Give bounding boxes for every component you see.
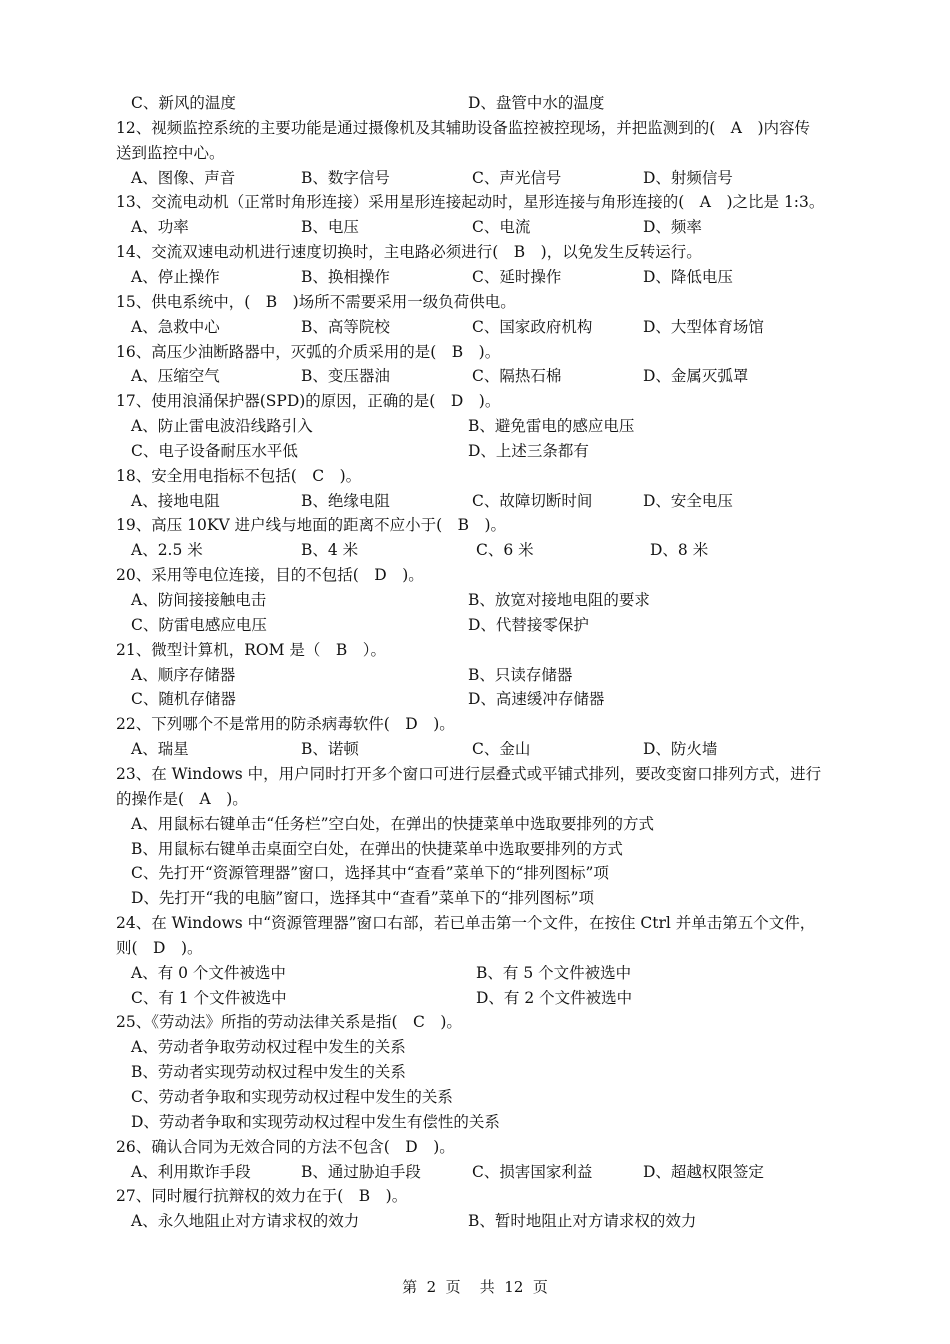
question-line: 19、高压 10KV 进户线与地面的距离不应小于( B )。: [116, 516, 507, 535]
question-line: 26、确认合同为无效合同的方法不包含( D )。: [116, 1137, 455, 1156]
question-line: 送到监控中心。: [116, 143, 225, 162]
option-item: A、防间接接触电击: [131, 591, 267, 609]
option-item: D、代替接零保护: [468, 615, 589, 634]
option-item: D、安全电压: [643, 491, 733, 510]
option-item: A、利用欺诈手段: [131, 1162, 251, 1181]
option-item: D、上述三条都有: [468, 441, 589, 460]
question-line: 12、视频监控系统的主要功能是通过摄像机及其辅助设备监控被控现场，并把监测到的( A )内容传: [116, 118, 811, 137]
option-item: B、绝缘电阻: [301, 491, 390, 510]
option-item: C、延时操作: [472, 267, 562, 286]
option-line: D、劳动者争取和实现劳动权过程中发生有偿性的关系: [131, 1112, 500, 1131]
option-line: A、劳动者争取劳动权过程中发生的关系: [131, 1038, 406, 1057]
option-item: C、损害国家利益: [472, 1162, 593, 1181]
option-item: D、降低电压: [643, 267, 733, 286]
option-item: C、电子设备耐压水平低: [131, 441, 298, 460]
option-item: B、避免雷电的感应电压: [468, 417, 635, 436]
option-item: A、功率: [131, 218, 189, 237]
option-item: D、金属灭弧罩: [643, 367, 749, 386]
question-line: 17、使用浪涌保护器(SPD)的原因，正确的是( D )。: [116, 392, 501, 411]
option-item: C、有 1 个文件被选中: [131, 988, 287, 1007]
question-line: 13、交流电动机（正常时角形连接）采用星形连接起动时，星形连接与角形连接的( A )之比是 1:3。: [116, 193, 825, 212]
question-line: 18、安全用电指标不包括( C )。: [116, 466, 362, 485]
option-item: B、放宽对接地电阻的要求: [468, 591, 650, 609]
option-item: B、只读存储器: [468, 665, 573, 684]
question-line: 23、在 Windows 中，用户同时打开多个窗口可进行层叠式或平铺式排列，要改变窗口排列方式，进行: [116, 764, 822, 783]
question-line: 则( D )。: [116, 938, 203, 957]
question-line: 25、《劳动法》所指的劳动法律关系是指( C )。: [116, 1013, 462, 1032]
option-item: A、压缩空气: [131, 367, 220, 386]
option-line: A、用鼠标右键单击“任务栏”空白处，在弹出的快捷菜单中选取要排列的方式: [131, 814, 655, 833]
option-item: A、2.5 米: [131, 541, 203, 560]
option-item: A、永久地阻止对方请求权的效力: [131, 1212, 360, 1231]
option-item: B、换相操作: [301, 267, 390, 286]
question-line: 27、同时履行抗辩权的效力在于( B )。: [116, 1187, 408, 1206]
option-item: B、暂时地阻止对方请求权的效力: [468, 1212, 697, 1231]
option-item: B、数字信号: [301, 168, 390, 187]
option-item: D、有 2 个文件被选中: [476, 988, 633, 1007]
option-item: D、8 米: [650, 541, 709, 560]
option-item: B、通过胁迫手段: [301, 1162, 421, 1181]
question-line: 21、微型计算机，ROM 是（ B ）。: [116, 640, 387, 659]
option-item: B、变压器油: [301, 367, 390, 386]
option-line: C、先打开“资源管理器”窗口，选择其中“查看”菜单下的“排列图标”项: [131, 864, 609, 883]
option-item: C、新风的温度: [131, 94, 236, 112]
option-item: C、防雷电感应电压: [131, 615, 267, 634]
question-line: 的操作是( A )。: [116, 789, 248, 808]
question-line: 24、在 Windows 中“资源管理器”窗口右部，若已单击第一个文件，在按住 Ctrl 并单击第五个文件，: [116, 914, 816, 933]
question-line: 14、交流双速电动机进行速度切换时，主电路必须进行( B )，以免发生反转运行。: [116, 243, 702, 262]
option-item: D、大型体育场馆: [643, 317, 764, 336]
option-line: D、先打开“我的电脑”窗口，选择其中“查看”菜单下的“排列图标”项: [131, 889, 594, 908]
option-line: B、用鼠标右键单击桌面空白处，在弹出的快捷菜单中选取要排列的方式: [131, 839, 623, 858]
option-item: C、随机存储器: [131, 690, 236, 709]
option-item: B、诺顿: [301, 740, 359, 759]
option-item: B、有 5 个文件被选中: [476, 963, 632, 982]
option-item: D、频率: [643, 218, 702, 237]
option-item: C、隔热石棉: [472, 367, 562, 386]
option-item: D、射频信号: [643, 168, 733, 187]
option-item: A、防止雷电波沿线路引入: [131, 417, 313, 436]
option-line: B、劳动者实现劳动权过程中发生的关系: [131, 1063, 406, 1082]
option-item: A、停止操作: [131, 267, 220, 286]
question-line: 16、高压少油断路器中，灭弧的介质采用的是( B )。: [116, 342, 501, 361]
option-item: B、高等院校: [301, 317, 390, 336]
option-item: D、高速缓冲存储器: [468, 690, 605, 709]
option-item: C、电流: [472, 218, 531, 237]
option-item: C、6 米: [476, 541, 534, 560]
option-item: C、故障切断时间: [472, 491, 593, 510]
option-item: C、声光信号: [472, 168, 562, 187]
option-item: D、防火墙: [643, 740, 718, 759]
option-item: A、瑞星: [131, 740, 189, 759]
question-line: 15、供电系统中，( B )场所不需要采用一级负荷供电。: [116, 292, 516, 311]
option-item: D、盘管中水的温度: [468, 94, 605, 112]
option-item: B、4 米: [301, 541, 359, 560]
page-footer: 第 2 页 共 12 页: [402, 1278, 548, 1296]
option-item: A、急救中心: [131, 317, 220, 336]
option-item: B、电压: [301, 218, 359, 237]
option-item: D、超越权限签定: [643, 1162, 764, 1181]
option-item: A、接地电阻: [131, 491, 220, 510]
option-item: A、有 0 个文件被选中: [131, 963, 286, 982]
option-item: A、顺序存储器: [131, 665, 236, 684]
option-item: C、金山: [472, 740, 531, 759]
question-line: 20、采用等电位连接，目的不包括( D )。: [116, 566, 424, 585]
question-line: 22、下列哪个不是常用的防杀病毒软件( D )。: [116, 715, 455, 734]
option-item: C、国家政府机构: [472, 317, 593, 336]
option-line: C、劳动者争取和实现劳动权过程中发生的关系: [131, 1088, 453, 1106]
option-item: A、图像、声音: [131, 168, 236, 187]
